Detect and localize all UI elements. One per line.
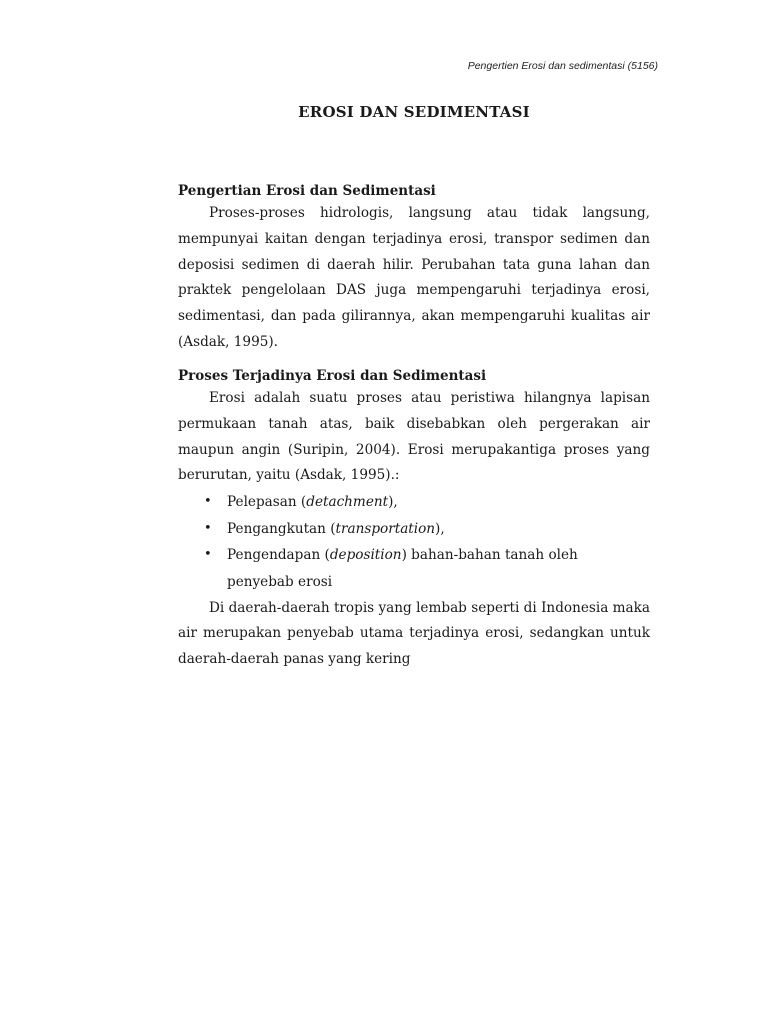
bullet-icon: • (204, 494, 212, 510)
english-term: deposition (329, 547, 402, 564)
section-definition (178, 181, 650, 356)
body-paragraph: Proses-proses hidrologis, langsung atau tidak langsung, mempunyai kaitan dengan terjadinya erosi, transpor sedimen dan deposisi sedimen di daerah hilir. Perubahan tata guna lahan dan praktek pengelolaan DAS juga mempengaruhi terjadinya erosi, sedimentasi, dan pada gilirannya, akan mempengaruhi kualitas air (Asdak, 1995). (178, 205, 650, 350)
section-heading: Pengertian Erosi dan Sedimentasi (178, 183, 436, 199)
body-paragraph: Erosi adalah suatu proses atau peristiwa hilangnya lapisan permukaan tanah atas, baik disebabkan oleh pergerakan air maupun angin (Suripin, 2004). Erosi merupakantiga proses yang berurutan, yaitu (Asdak, 1995).: (178, 390, 650, 484)
body-paragraph: Di daerah-daerah tropis yang lembab seperti di Indonesia maka air merupakan penyebab utama terjadinya erosi, sedangkan untuk daerah-daerah panas yang kering (178, 599, 650, 668)
document-title: EROSI DAN SEDIMENTASI (298, 103, 530, 121)
bullet-icon: • (204, 520, 212, 536)
english-term: detachment (306, 494, 389, 511)
list-item: • Pelepasan (detachment), (178, 489, 650, 516)
bullet-icon: • (204, 547, 212, 563)
section-heading: Proses Terjadinya Erosi dan Sedimentasi (178, 368, 487, 384)
erosion-steps-list (178, 489, 650, 595)
english-term: transportation (335, 520, 436, 537)
running-header: Pengertien Erosi dan sedimentasi (5156) (467, 60, 658, 72)
section-process (178, 366, 650, 673)
list-item: • Pengendapan (deposition) bahan-bahan tanah oleh penyebab erosi (178, 542, 650, 595)
list-item: • Pengangkutan (transportation), (178, 516, 650, 543)
